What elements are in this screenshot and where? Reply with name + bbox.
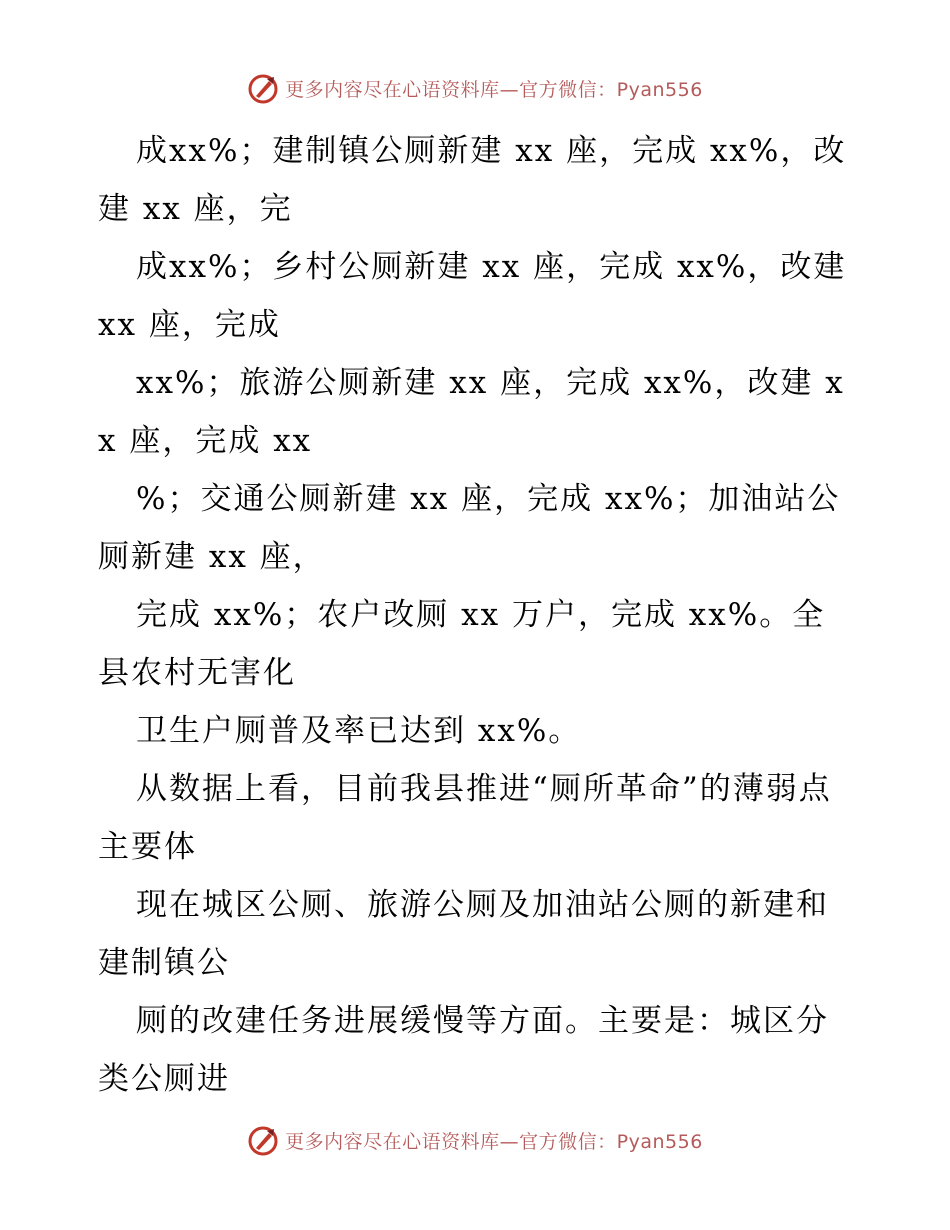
pen-logo-icon — [247, 1124, 279, 1156]
paragraph: 现在城区公厕、旅游公厕及加油站公厕的新建和建制镇公 — [98, 887, 829, 981]
paragraph: 卫生户厕普及率已达到 xx%。 — [136, 713, 582, 749]
paragraph: xx%；旅游公厕新建 xx 座，完成 xx%，改建 xx 座，完成 xx — [98, 365, 845, 459]
watermark-text: 更多内容尽在心语资料库—官方微信：Pyan556 — [285, 1130, 703, 1153]
paragraph: 完成 xx%；农户改厕 xx 万户，完成 xx%。全县农村无害化 — [98, 597, 826, 691]
paragraph: %；交通公厕新建 xx 座，完成 xx%；加油站公厕新建 xx 座， — [98, 481, 841, 575]
paragraph: 成xx%；乡村公厕新建 xx 座，完成 xx%，改建 xx 座，完成 — [98, 249, 847, 343]
document-body — [98, 122, 858, 1108]
paragraph: 成xx%；建制镇公厕新建 xx 座，完成 xx%，改建 xx 座，完 — [98, 133, 847, 227]
paragraph: 从数据上看，目前我县推进“厕所革命”的薄弱点主要体 — [98, 771, 832, 865]
watermark-text: 更多内容尽在心语资料库—官方微信：Pyan556 — [285, 78, 703, 101]
pen-logo-icon — [247, 72, 279, 104]
paragraph: 厕的改建任务进展缓慢等方面。主要是：城区分类公厕进 — [98, 1003, 829, 1097]
footer-watermark — [0, 1120, 950, 1160]
header-watermark — [0, 68, 950, 108]
